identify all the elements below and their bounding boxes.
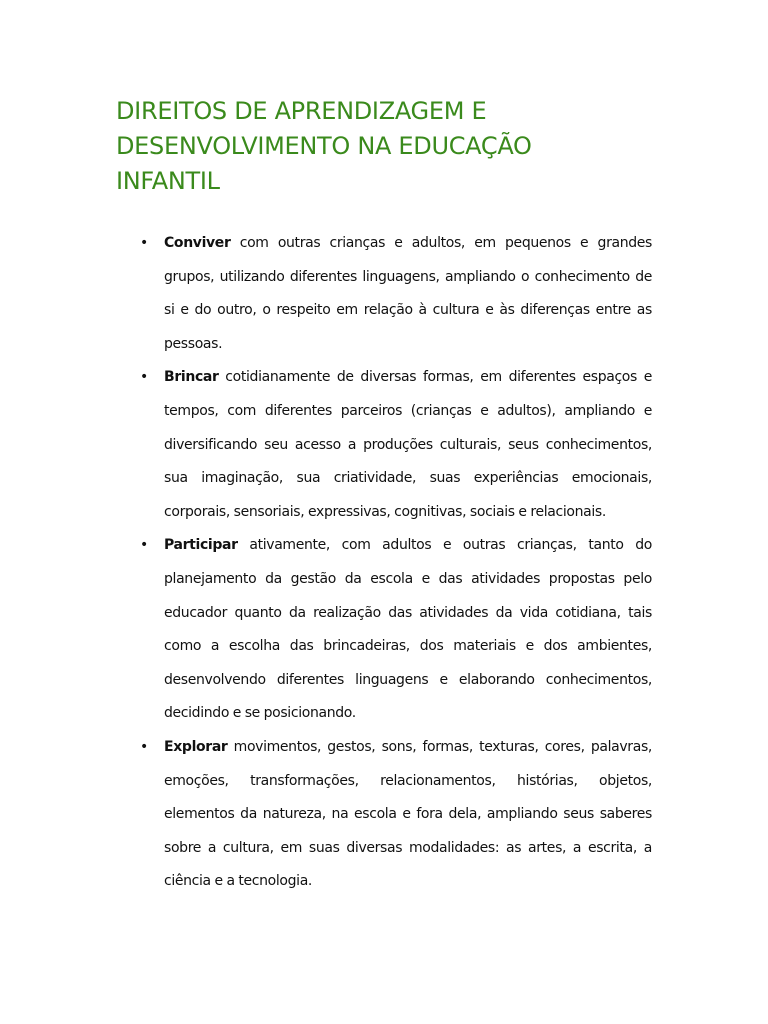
list-item-conviver bbox=[140, 227, 652, 361]
item-text: com outras crianças e adultos, em pequenos e grandes grupos, utilizando diferentes linguagens, ampliando o conhecimento de si e do outro, o respeito em relação à cultura e às diferenças entre as pessoas. bbox=[164, 235, 652, 352]
list-item-participar bbox=[140, 529, 652, 731]
item-lead-word: Explorar bbox=[164, 738, 228, 755]
list-item-explorar bbox=[140, 731, 652, 899]
bullet-icon: • bbox=[140, 738, 148, 755]
item-text: movimentos, gestos, sons, formas, texturas, cores, palavras, emoções, transformações, relacionamentos, histórias, objetos, elementos da natureza, na escola e fora dela, ampliando seus saberes sobre a cultura, em suas diversas modalidades: as artes, a escrita, a ciência e a tecnologia. bbox=[164, 738, 652, 890]
bullet-icon: • bbox=[140, 235, 148, 251]
item-text: cotidianamente de diversas formas, em diferentes espaços e tempos, com diferentes parceiros (crianças e adultos), ampliando e diversificando seu acesso a produções culturais, seus conhecimentos, sua imaginação, sua criatividade, suas experiências emocionais, corporais, sensoriais, expressivas, cognitivas, sociais e relacionais. bbox=[164, 369, 652, 520]
document-title: DIREITOS DE APRENDIZAGEM E DESENVOLVIMENTO NA EDUCAÇÃO INFANTIL bbox=[116, 97, 532, 195]
bullet-icon: • bbox=[140, 537, 148, 554]
rights-list bbox=[140, 227, 652, 899]
item-lead-word: Conviver bbox=[164, 235, 231, 251]
item-lead-word: Participar bbox=[164, 537, 238, 554]
item-text: ativamente, com adultos e outras crianças, tanto do planejamento da gestão da escola e das atividades propostas pelo educador quanto da realização das atividades da vida cotidiana, tais como a escolha das brincadeiras, dos materiais e dos ambientes, desenvolvendo diferentes linguagens e elaborando conhecimentos, decidindo e se posicionando. bbox=[164, 537, 652, 722]
item-lead-word: Brincar bbox=[164, 369, 219, 386]
list-item-brincar bbox=[140, 361, 652, 529]
bullet-icon: • bbox=[140, 369, 148, 386]
